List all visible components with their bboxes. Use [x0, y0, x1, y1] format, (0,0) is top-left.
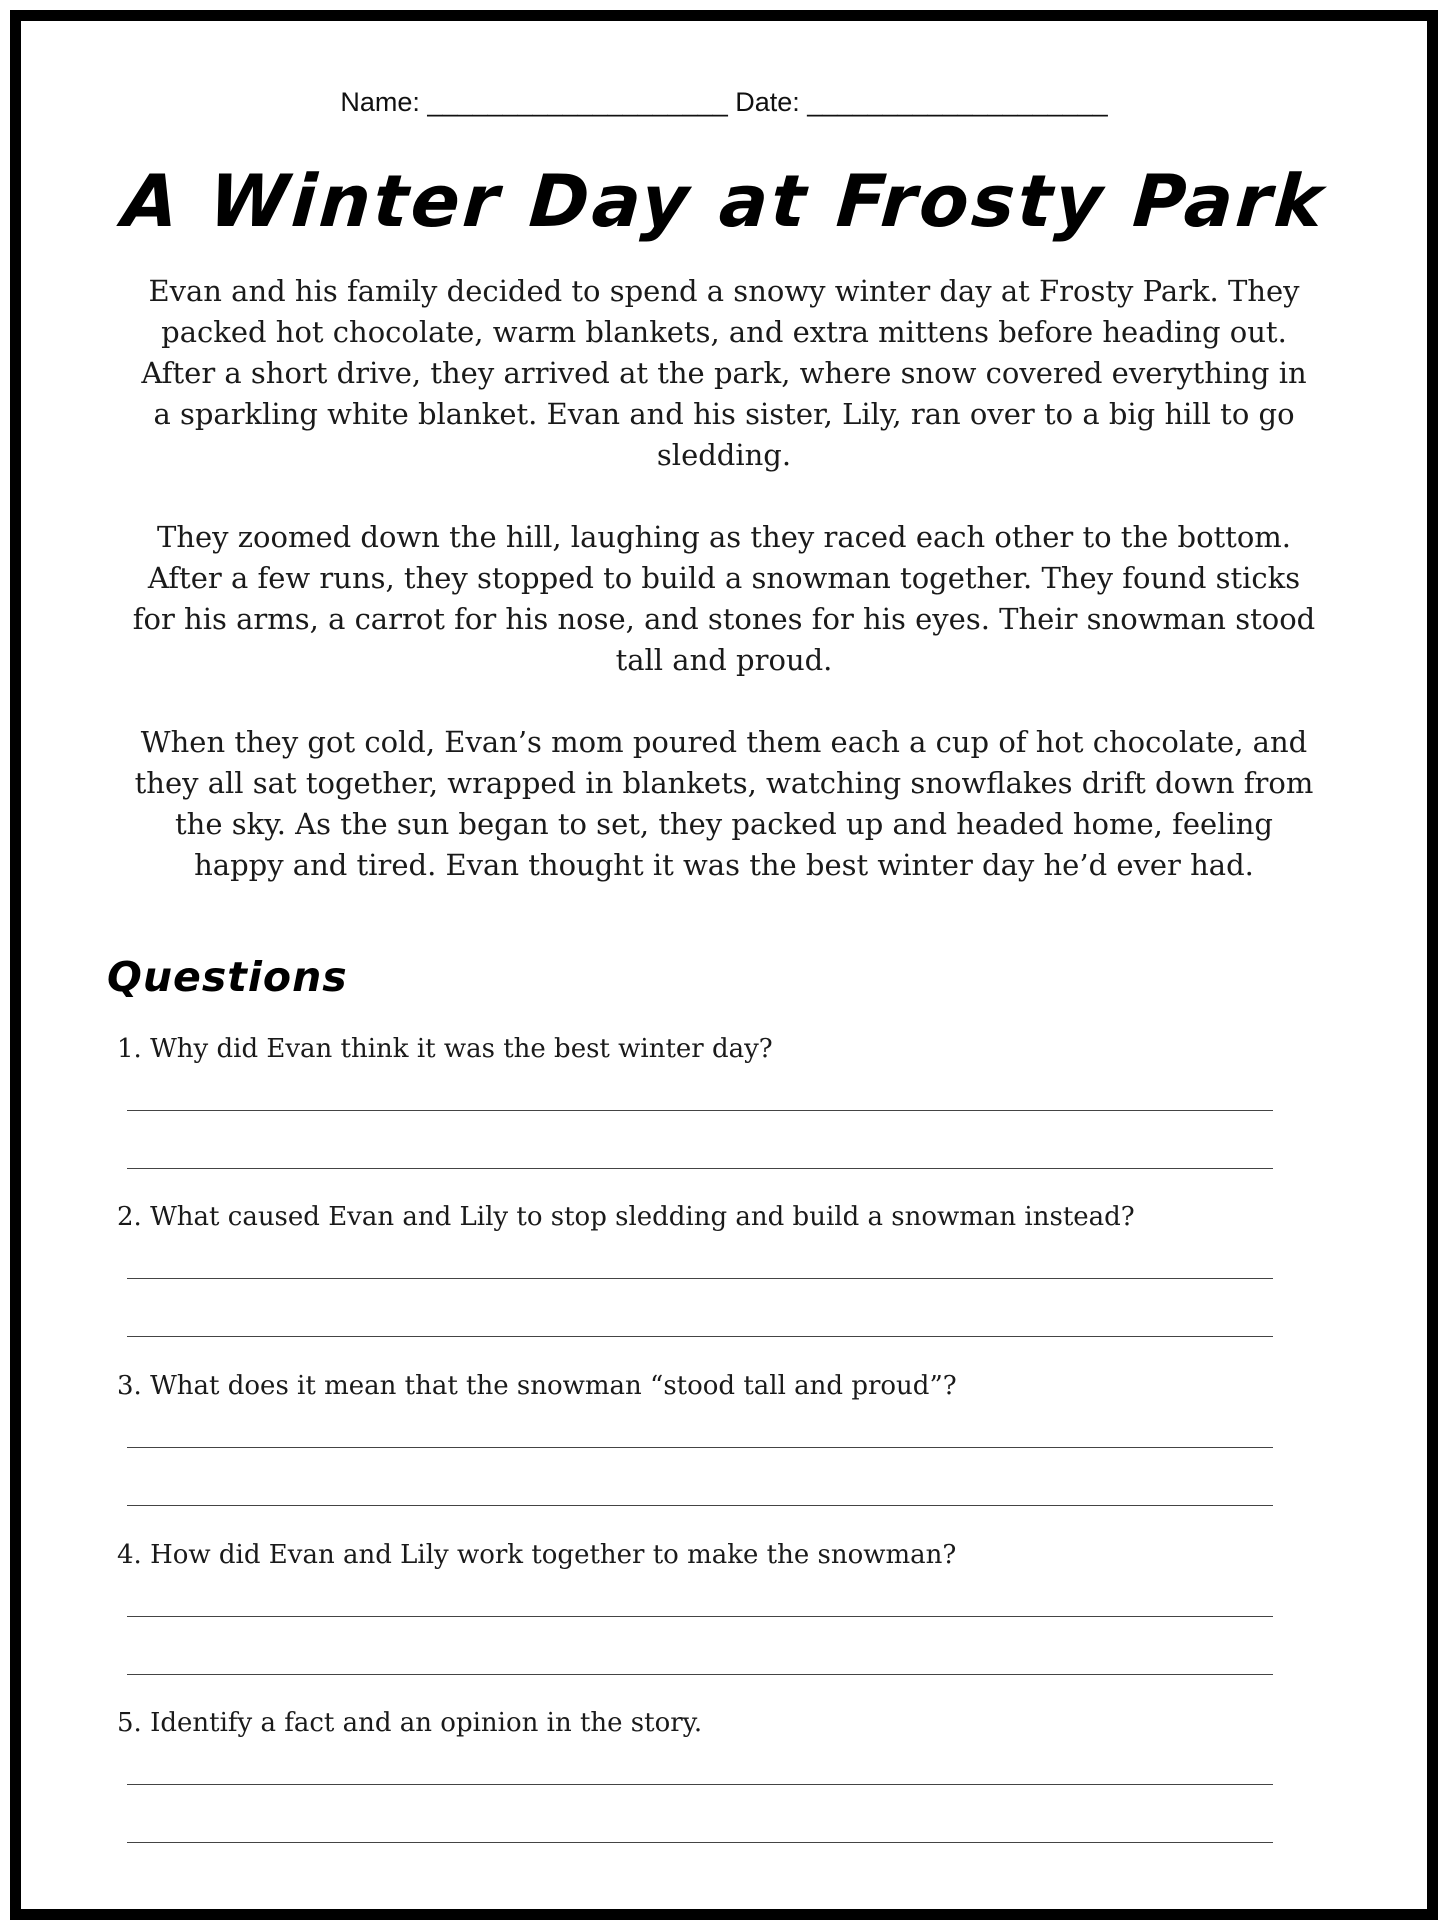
answer-line[interactable] — [127, 1674, 1273, 1675]
answer-line[interactable] — [127, 1447, 1273, 1448]
name-date-line: Name: ____________________ Date: ____________________ — [340, 87, 1108, 117]
question-text: 2. What caused Evan and Lily to stop sledding and build a snowman instead? — [117, 1202, 1135, 1232]
answer-line[interactable] — [127, 1842, 1273, 1843]
question-text: 3. What does it mean that the snowman “stood tall and proud”? — [117, 1371, 957, 1401]
worksheet-title: A Winter Day at Frosty Park — [119, 159, 1329, 243]
answer-line[interactable] — [127, 1278, 1273, 1279]
question-text: 4. How did Evan and Lily work together to make the snowman? — [117, 1540, 957, 1570]
story-paragraph: When they got cold, Evan’s mom poured them each a cup of hot chocolate, and they all sat together, wrapped in blankets, watching snowflakes drift down from the sky. As the sun began to set, they packed up and headed home, feeling happy and tired. Evan thought it was the best winter day he’d ever had. — [134, 725, 1314, 882]
answer-line[interactable] — [127, 1336, 1273, 1337]
answer-line[interactable] — [127, 1110, 1273, 1111]
question-text: 1. Why did Evan think it was the best winter day? — [117, 1034, 773, 1064]
story-text — [131, 271, 1317, 927]
question-text: 5. Identify a fact and an opinion in the story. — [117, 1708, 703, 1738]
story-paragraph: They zoomed down the hill, laughing as they raced each other to the bottom. After a few runs, they stopped to build a snowman together. They found sticks for his arms, a carrot for his nose, and stones for his eyes. Their snowman stood tall and proud. — [132, 520, 1316, 677]
questions-heading: Questions — [107, 953, 348, 1001]
answer-line[interactable] — [127, 1505, 1273, 1506]
answer-line[interactable] — [127, 1616, 1273, 1617]
answer-line[interactable] — [127, 1168, 1273, 1169]
answer-line[interactable] — [127, 1784, 1273, 1785]
story-paragraph: Evan and his family decided to spend a snowy winter day at Frosty Park. They packed hot chocolate, warm blankets, and extra mittens before heading out. After a short drive, they arrived at the park, where snow covered everything in a sparkling white blanket. Evan and his sister, Lily, ran over to a big hill to go sledding. — [141, 274, 1307, 472]
worksheet-page — [10, 10, 1438, 1920]
